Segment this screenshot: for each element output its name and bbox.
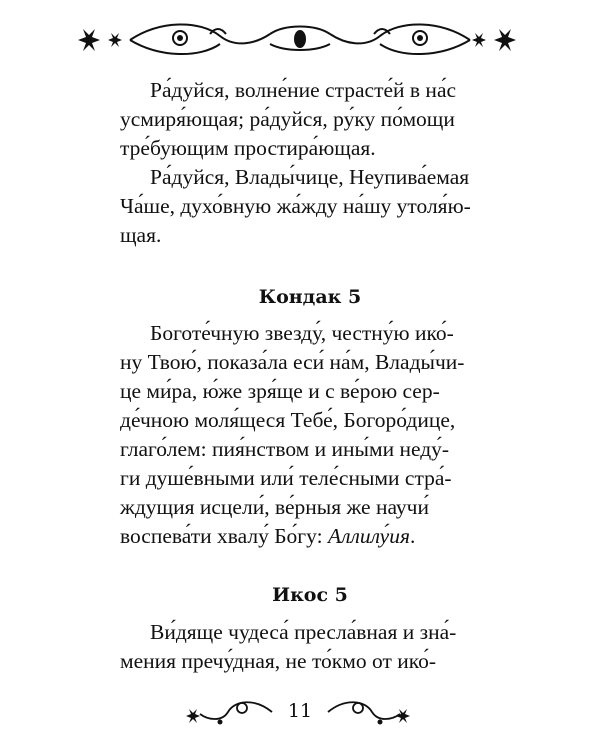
top-ornament-flourish-icon <box>70 14 530 66</box>
page-number: 11 <box>287 700 313 722</box>
alleluia-text: Аллилу́ия <box>327 524 410 548</box>
text-line: ну Твою́, показа́ла еси́ на́м, Влады́чи- <box>120 350 465 374</box>
text-line: мения пречу́дная, не то́кмо от ико́- <box>120 649 436 673</box>
text-line: Ра́дуйся, волне́ние страсте́й в на́с <box>150 78 457 102</box>
text-line: де́чною моля́щеся Тебе́, Богоро́дице, <box>120 408 456 432</box>
text-line: глаго́лем: пия́нством и ины́ми неду́- <box>120 437 450 461</box>
kondak-text <box>120 319 500 551</box>
text-line: щая. <box>120 223 162 247</box>
ikos-heading: Икос 5 <box>272 584 348 606</box>
kondak-heading: Кондак 5 <box>258 286 362 308</box>
text-line: Ви́дяще чудеса́ пресла́вная и зна́- <box>150 620 457 644</box>
text-line: тре́бующим простира́ющая. <box>120 136 376 160</box>
ikos-text <box>120 618 500 676</box>
text-line: ждущия исцели́, ве́рныя же научи́ <box>120 495 429 519</box>
text-line: це ми́ра, ю́же зря́ще и с ве́рою сер- <box>120 379 440 403</box>
text-line: усмиря́ющая; ра́дуйся, ру́ку по́мощи <box>120 107 455 131</box>
text-line: Ра́дуйся, Влады́чице, Неупива́емая <box>150 165 470 189</box>
paragraph-1 <box>120 76 500 163</box>
line-end-punctuation: . <box>409 524 416 548</box>
text-line-main: воспева́ти хвалу́ Бо́гу: <box>120 524 328 548</box>
text-line: Боготе́чную звезду́, честну́ю ико́- <box>150 321 454 345</box>
paragraph-2 <box>120 163 500 250</box>
text-line-last <box>120 522 500 551</box>
text-line: ги душе́вными или́ теле́сными стра́- <box>120 466 452 490</box>
text-line: Ча́ше, духо́вную жа́жду на́шу утоля́ю- <box>120 194 471 218</box>
